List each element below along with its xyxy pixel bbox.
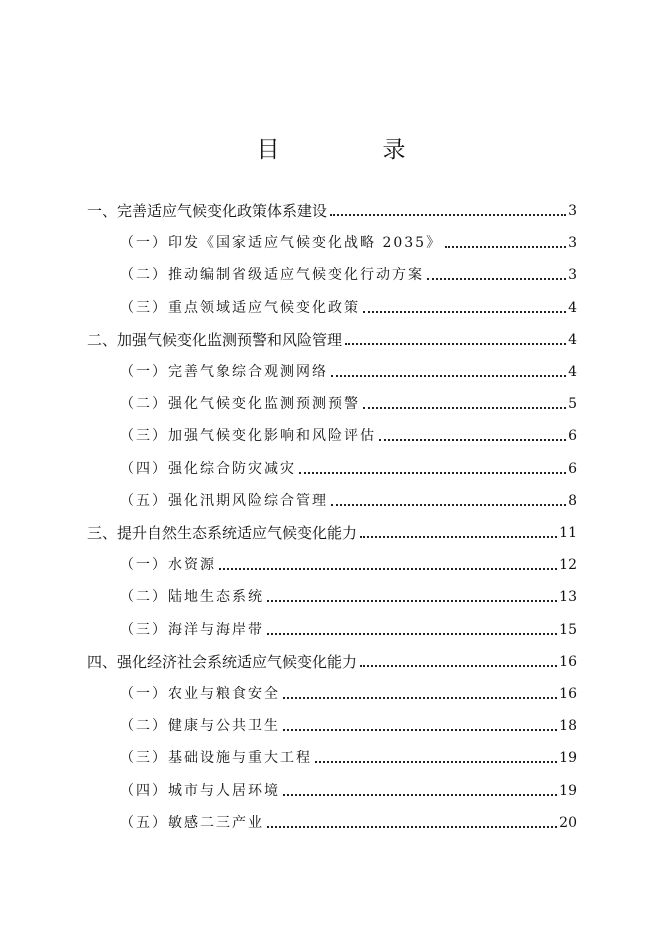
toc-subsection-entry[interactable] (120, 812, 577, 834)
toc-page-number: 19 (559, 782, 577, 799)
toc-entry-label: 二、加强气候变化监测预警和风险管理 (87, 330, 343, 349)
toc-dot-leader (379, 439, 566, 441)
toc-subsection-entry[interactable] (120, 683, 577, 705)
toc-dot-leader (267, 826, 557, 828)
toc-entry-label: （一）印发《国家适应气候变化战略 2035》 (120, 235, 443, 252)
toc-dot-leader (219, 568, 557, 570)
toc-page-number: 6 (568, 460, 577, 477)
toc-page-number: 12 (559, 557, 577, 574)
toc-subsection-entry[interactable] (120, 264, 577, 286)
toc-subsection-entry[interactable] (120, 747, 577, 769)
toc-dot-leader (267, 633, 557, 635)
toc-entry-label: （一）完善气象综合观测网络 (120, 364, 328, 380)
toc-dot-leader (267, 600, 557, 602)
toc-entry-label: （五）强化汛期风险综合管理 (120, 492, 328, 509)
toc-dot-leader (283, 729, 557, 731)
toc-section-entry[interactable] (87, 522, 577, 544)
toc-subsection-entry[interactable] (120, 715, 577, 737)
toc-page-number: 13 (559, 589, 577, 606)
page-title: 目 录 (256, 137, 446, 163)
toc-dot-leader (299, 472, 566, 474)
toc-page-number: 5 (568, 396, 577, 413)
toc-subsection-entry[interactable] (120, 490, 577, 512)
toc-dot-leader (283, 697, 557, 699)
toc-page-number: 4 (568, 331, 577, 348)
toc-subsection-entry[interactable] (120, 619, 577, 641)
toc-entry-label: （二）健康与公共卫生 (120, 718, 280, 735)
toc-dot-leader (360, 536, 557, 538)
toc-page-number: 6 (568, 428, 577, 445)
toc-subsection-entry[interactable] (120, 393, 577, 415)
toc-section-entry[interactable] (87, 329, 577, 351)
toc-page-number: 8 (568, 492, 577, 509)
toc-subsection-entry[interactable] (120, 780, 577, 802)
toc-subsection-entry[interactable] (120, 425, 577, 447)
toc-dot-leader (315, 761, 557, 763)
toc-entry-label: （三）基础设施与重大工程 (120, 750, 312, 767)
toc-section-entry[interactable] (87, 200, 577, 222)
toc-entry-label: （三）海洋与海岸带 (120, 621, 264, 638)
toc-dot-leader (445, 246, 566, 248)
toc-subsection-entry[interactable] (120, 554, 577, 576)
toc-entry-label: （三）加强气候变化影响和风险评估 (120, 428, 376, 445)
toc-subsection-entry[interactable] (120, 586, 577, 608)
toc-entry-label: 一、完善适应气候变化政策体系建设 (87, 202, 328, 220)
toc-page-number: 18 (559, 718, 577, 735)
toc-dot-leader (363, 311, 566, 313)
toc-page-number: 16 (559, 653, 577, 670)
toc-page-number: 19 (559, 750, 577, 767)
toc-subsection-entry[interactable] (120, 232, 577, 254)
toc-page-number: 20 (559, 814, 577, 831)
toc-dot-leader (363, 407, 566, 409)
toc-page-number: 11 (559, 525, 577, 541)
toc-dot-leader (330, 214, 566, 216)
toc-page-number: 4 (568, 299, 577, 316)
toc-dot-leader (360, 665, 557, 667)
toc-dot-leader (331, 504, 566, 506)
toc-entry-label: （二）强化气候变化监测预测预警 (120, 396, 360, 413)
toc-entry-label: 四、强化经济社会系统适应气候变化能力 (87, 652, 358, 671)
toc-dot-leader (345, 343, 566, 345)
toc-entry-label: （一）水资源 (120, 557, 216, 574)
toc-subsection-entry[interactable] (120, 297, 577, 319)
toc-page-number: 4 (568, 364, 577, 380)
toc-page-number: 3 (568, 235, 577, 252)
toc-entry-label: （一）农业与粮食安全 (120, 686, 280, 702)
toc-entry-label: （四）强化综合防灾减灾 (120, 460, 296, 477)
toc-subsection-entry[interactable] (120, 361, 577, 383)
toc-dot-leader (331, 375, 566, 377)
toc-entry-label: （五）敏感二三产业 (120, 814, 264, 831)
toc-subsection-entry[interactable] (120, 458, 577, 480)
toc-dot-leader (427, 278, 566, 280)
toc-page-number: 3 (568, 203, 577, 219)
toc-page-number: 3 (568, 267, 577, 284)
toc-section-entry[interactable] (87, 651, 577, 673)
toc-page-number: 15 (559, 621, 577, 638)
toc-entry-label: （二）推动编制省级适应气候变化行动方案 (120, 267, 424, 284)
toc-entry-label: （三）重点领域适应气候变化政策 (120, 299, 360, 316)
toc-dot-leader (283, 794, 557, 796)
toc-entry-label: （四）城市与人居环境 (120, 782, 280, 799)
toc-entry-label: 三、提升自然生态系统适应气候变化能力 (87, 524, 358, 542)
toc-page-number: 16 (559, 686, 577, 702)
toc-entry-label: （二）陆地生态系统 (120, 589, 264, 606)
